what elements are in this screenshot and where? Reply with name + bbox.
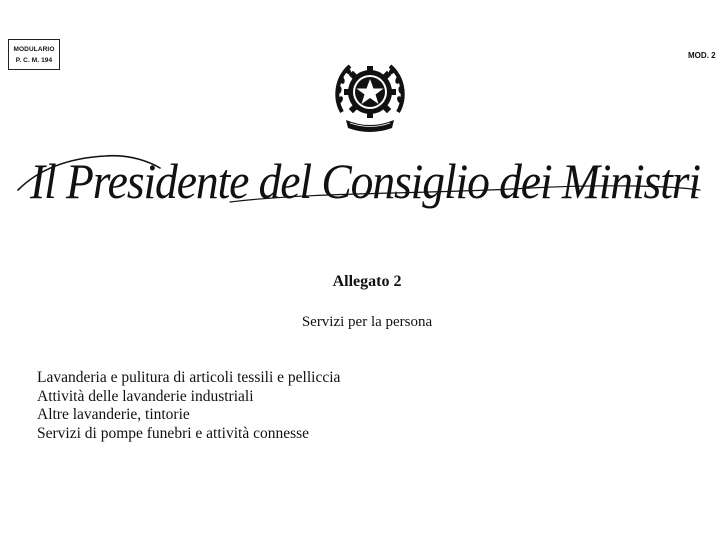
document-subtitle: Servizi per la persona: [301, 314, 433, 330]
italian-republic-emblem-icon: [330, 54, 410, 136]
modulario-stamp: [8, 39, 60, 70]
president-signature-title: [10, 128, 710, 238]
modulario-label: MODULARIO: [13, 45, 55, 53]
services-list: [37, 369, 340, 443]
list-item: Altre lavanderie, tintorie: [37, 406, 190, 423]
pcm-form-number: P. C. M. 194: [15, 56, 53, 64]
document-title: Allegato 2: [332, 273, 402, 290]
form-code: MOD. 2: [688, 51, 716, 60]
list-item: Lavanderia e pulitura di articoli tessili e pelliccia: [37, 369, 341, 386]
list-item: Attività delle lavanderie industriali: [37, 387, 254, 405]
list-item: Servizi di pompe funebri e attività connesse: [37, 424, 310, 442]
signature-text: Il Presidente del Consiglio dei Ministri: [29, 153, 701, 209]
